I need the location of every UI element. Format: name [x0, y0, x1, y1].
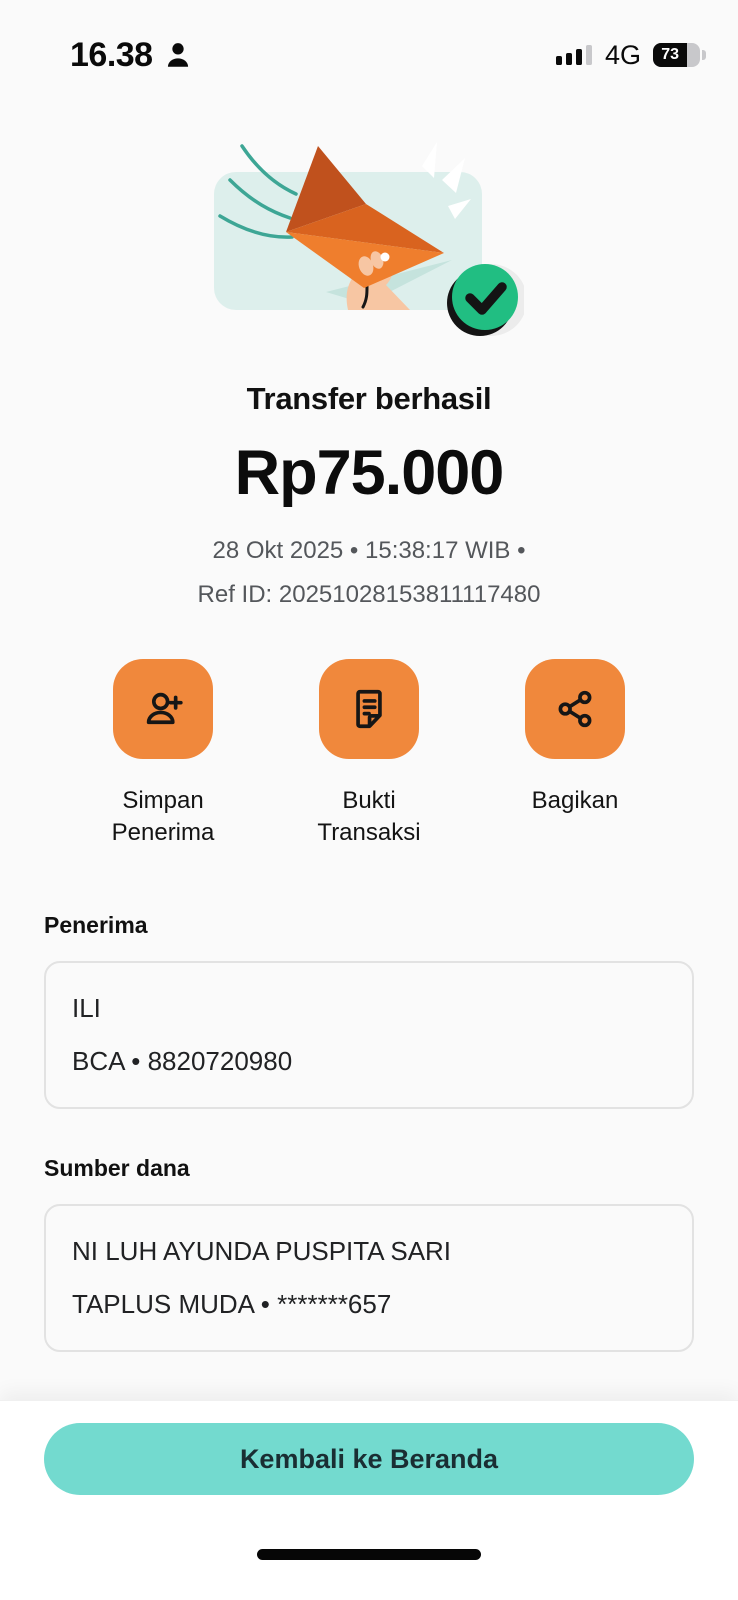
status-bar	[0, 0, 738, 80]
back-to-home-button[interactable]: Kembali ke Beranda	[44, 1423, 694, 1495]
transfer-amount: Rp75.000	[234, 438, 504, 508]
status-time: 16.38	[70, 35, 153, 74]
share-icon	[552, 686, 598, 732]
footer	[0, 1400, 738, 1600]
share-button[interactable]	[472, 659, 678, 850]
save-recipient-button[interactable]	[60, 659, 266, 850]
source-section	[0, 1155, 738, 1352]
home-indicator[interactable]	[257, 1549, 481, 1560]
action-buttons-row	[0, 659, 738, 850]
battery-nub	[702, 50, 706, 60]
recipient-account: BCA • 8820720980	[72, 1045, 293, 1076]
signal-icon	[556, 45, 593, 65]
person-icon	[163, 39, 193, 71]
status-bar-right	[556, 40, 700, 71]
transaction-receipt-button[interactable]	[266, 659, 472, 850]
save-recipient-squircle[interactable]	[113, 659, 213, 759]
share-label: Bagikan	[531, 787, 619, 814]
save-recipient-label: Simpan Penerima	[111, 787, 215, 847]
transaction-receipt-label: Bukti Transaksi	[317, 787, 421, 847]
battery-icon	[653, 43, 700, 67]
source-name: NI LUH AYUNDA PUSPITA SARI	[72, 1235, 452, 1266]
page-title: Transfer berhasil	[246, 381, 492, 416]
recipient-card	[44, 961, 694, 1109]
paper-plane-illustration	[214, 140, 524, 340]
recipient-section	[0, 912, 738, 1109]
source-account: TAPLUS MUDA • *******657	[72, 1288, 392, 1319]
source-section-label: Sumber dana	[44, 1154, 190, 1181]
recipient-name: ILI	[72, 992, 101, 1023]
recipient-section-label: Penerima	[44, 911, 148, 938]
transfer-ref-id: Ref ID: 20251028153811117480	[197, 581, 541, 608]
share-squircle[interactable]	[525, 659, 625, 759]
transaction-receipt-squircle[interactable]	[319, 659, 419, 759]
network-type-label: 4G	[604, 39, 641, 70]
battery-fill	[653, 43, 687, 67]
person-add-icon	[140, 686, 186, 732]
transfer-datetime: 28 Okt 2025 • 15:38:17 WIB •	[212, 537, 526, 564]
status-bar-left	[70, 36, 193, 75]
success-illustration	[214, 140, 524, 345]
source-card	[44, 1204, 694, 1352]
battery-percent: 73	[661, 46, 680, 63]
receipt-icon	[346, 686, 392, 732]
